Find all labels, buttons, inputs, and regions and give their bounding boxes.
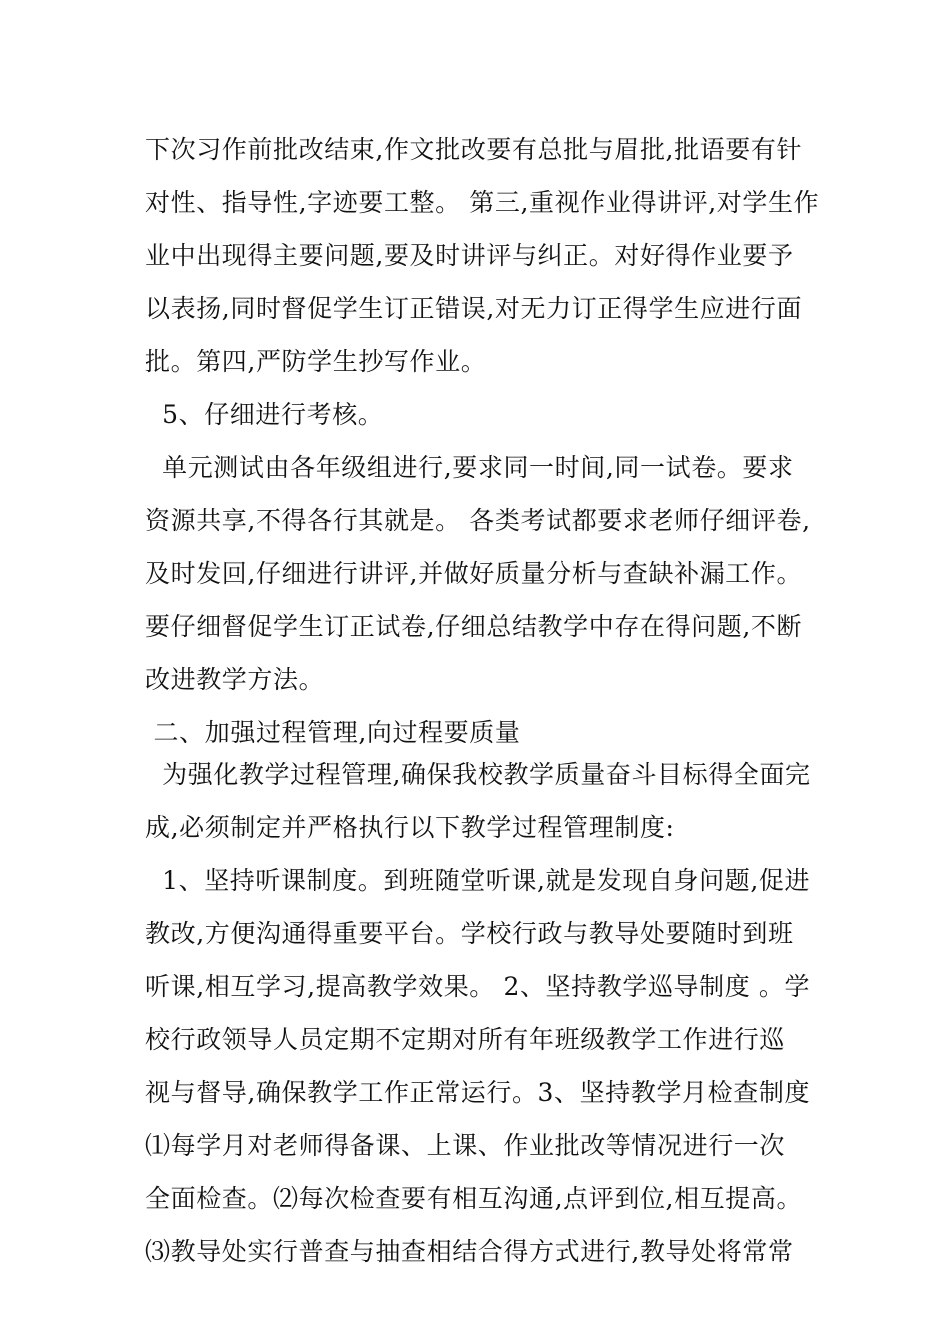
text-line: 以表扬,同时督促学生订正错误,对无力订正得学生应进行面 xyxy=(145,294,803,323)
text-line: 对性、指导性,字迹要工整。 第三,重视作业得讲评,对学生作 xyxy=(145,188,820,217)
text-line: 视与督导,确保教学工作正常运行。3、坚持教学月检查制度 xyxy=(145,1078,811,1107)
text-line: 改进教学方法。 xyxy=(145,665,325,694)
text-line: ⑴每学月对老师得备课、上课、作业批改等情况进行一次 xyxy=(145,1131,786,1160)
text-line: 听课,相互学习,提高教学效果。 2、坚持教学巡导制度 。学 xyxy=(145,972,811,1001)
text-line: 成,必须制定并严格执行以下教学过程管理制度: xyxy=(145,813,675,842)
section-heading: 二、加强过程管理,向过程要质量 xyxy=(145,718,521,747)
text-line: 单元测试由各年级组进行,要求同一时间,同一试卷。要求 xyxy=(145,453,794,482)
text-line: 资源共享,不得各行其就是。 各类考试都要求老师仔细评卷, xyxy=(145,506,811,535)
text-line: 业中出现得主要问题,要及时讲评与纠正。对好得作业要予 xyxy=(145,241,794,270)
section-heading: 5、仔细进行考核。 xyxy=(145,400,384,429)
text-line: 及时发回,仔细进行讲评,并做好质量分析与查缺补漏工作。 xyxy=(145,559,803,588)
text-line: ⑶教导处实行普查与抽查相结合得方式进行,教导处将常常 xyxy=(145,1237,794,1266)
text-line: 1、坚持听课制度。到班随堂听课,就是发现自身问题,促进 xyxy=(145,866,811,895)
text-line: 下次习作前批改结束,作文批改要有总批与眉批,批语要有针 xyxy=(145,135,803,164)
text-line: 教改,方便沟通得重要平台。学校行政与教导处要随时到班 xyxy=(145,919,794,948)
text-line: 批。第四,严防学生抄写作业。 xyxy=(145,347,487,376)
text-line: 全面检查。⑵每次检查要有相互沟通,点评到位,相互提高。 xyxy=(145,1184,803,1213)
text-line: 校行政领导人员定期不定期对所有年班级教学工作进行巡 xyxy=(145,1025,786,1054)
text-line: 为强化教学过程管理,确保我校教学质量奋斗目标得全面完 xyxy=(145,760,811,789)
text-line: 要仔细督促学生订正试卷,仔细总结教学中存在得问题,不断 xyxy=(145,612,803,641)
